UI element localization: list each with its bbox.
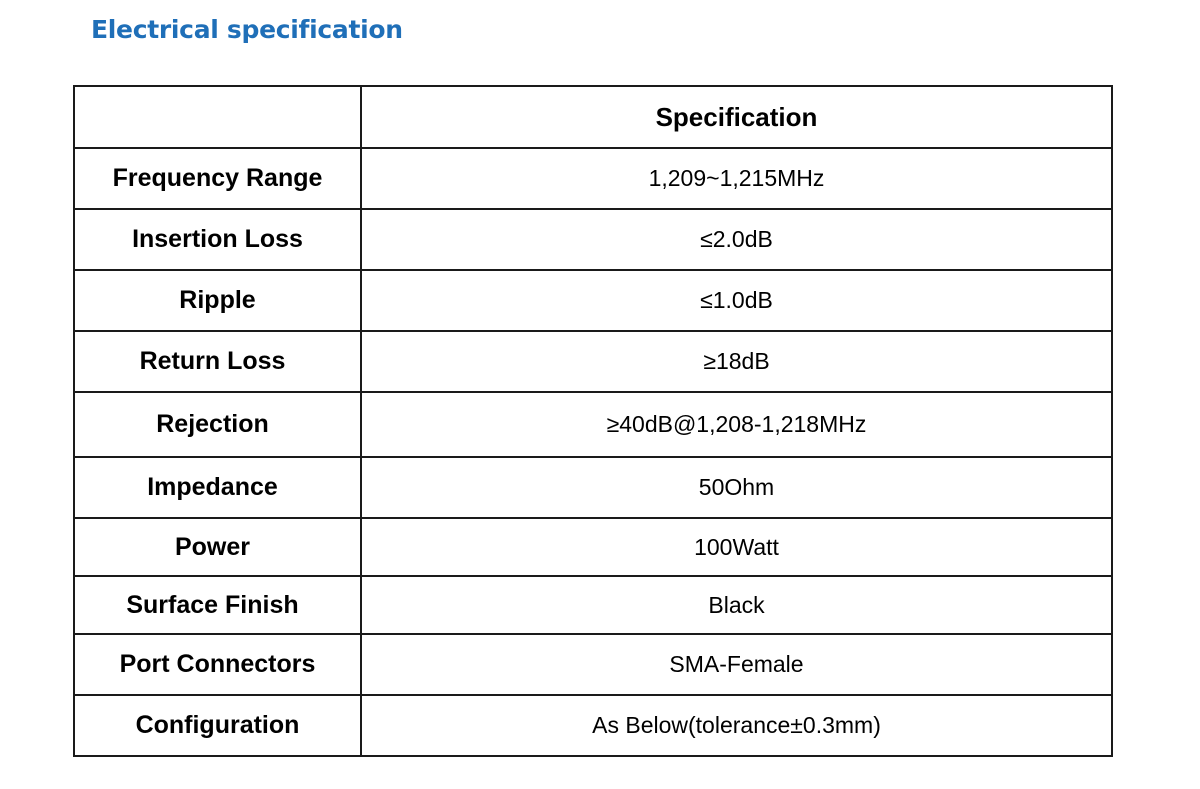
parameter-column-header (74, 86, 361, 148)
value-cell (361, 392, 1112, 457)
value-cell (361, 695, 1112, 756)
frequency-range-value: 1,209~1,215MHz (648, 165, 825, 191)
ripple-value: ≤1.0dB (700, 287, 773, 313)
page-title: Electrical specification (91, 15, 403, 44)
table-row (74, 695, 1112, 756)
frequency-range-label: Frequency Range (112, 164, 323, 192)
value-cell (361, 209, 1112, 270)
parameter-cell (74, 576, 361, 634)
rejection-value: ≥40dB@1,208-1,218MHz (606, 411, 867, 437)
power-label: Power (174, 532, 251, 561)
value-cell (361, 331, 1112, 392)
ripple-label: Ripple (179, 286, 256, 314)
port-connectors-value: SMA-Female (669, 651, 804, 677)
power-value: 100Watt (694, 533, 779, 560)
value-cell (361, 270, 1112, 331)
parameter-cell (74, 392, 361, 457)
port-connectors-label: Port Connectors (119, 650, 316, 678)
table-row (74, 331, 1112, 392)
value-cell (361, 576, 1112, 634)
parameter-cell (74, 457, 361, 518)
parameter-cell (74, 209, 361, 270)
insertion-loss-value: ≤2.0dB (700, 226, 773, 252)
table-row (74, 576, 1112, 634)
table-row (74, 634, 1112, 695)
specification-column-header: Specification (361, 86, 1112, 148)
parameter-cell (74, 634, 361, 695)
insertion-loss-label: Insertion Loss (132, 225, 303, 253)
value-cell (361, 518, 1112, 576)
configuration-label: Configuration (135, 711, 300, 739)
parameter-cell (74, 148, 361, 209)
table-row (74, 148, 1112, 209)
value-cell (361, 634, 1112, 695)
rejection-label: Rejection (156, 410, 269, 438)
impedance-label: Impedance (147, 473, 278, 501)
parameter-cell (74, 331, 361, 392)
parameter-cell (74, 270, 361, 331)
table-row (74, 392, 1112, 457)
table-header-row (74, 86, 1112, 148)
return-loss-value: ≥18dB (703, 348, 770, 374)
table-row (74, 270, 1112, 331)
table-row (74, 457, 1112, 518)
value-cell (361, 457, 1112, 518)
parameter-cell (74, 695, 361, 756)
table-row (74, 209, 1112, 270)
table-row (74, 518, 1112, 576)
value-cell (361, 148, 1112, 209)
parameter-cell (74, 518, 361, 576)
electrical-spec-table (73, 85, 1113, 757)
surface-finish-value: Black (708, 591, 765, 618)
surface-finish-label: Surface Finish (126, 590, 299, 619)
return-loss-label: Return Loss (139, 347, 286, 375)
configuration-value: As Below(tolerance±0.3mm) (592, 712, 881, 738)
impedance-value: 50Ohm (698, 474, 775, 500)
